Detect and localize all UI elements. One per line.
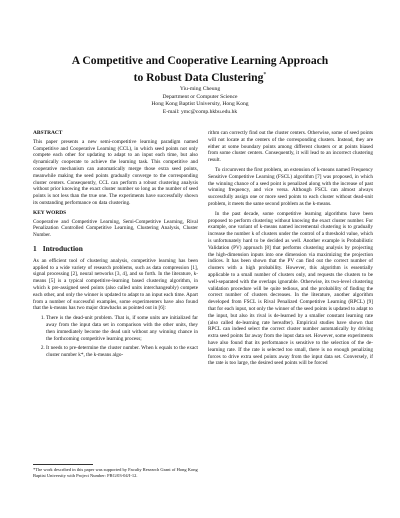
footnote <box>33 464 198 479</box>
footnote-rule <box>33 464 93 465</box>
right-paragraph-1: rithm can correctly find out the cluster centers. Otherwise, some of seed points will not locate at the centers of the corresponding clusters. Instead, they are either at some boundary points among different clusters or at points biased from some cluster centers. Consequently, it will lead to an incorrect clustering result. <box>208 130 373 164</box>
title-line-1: A Competitive and Cooperative Learning Approach <box>71 54 329 67</box>
right-paragraph-2: To circumvent the first problem, an extension of k-means named Frequency Sensitive Competitive Learning (FSCL) algorithm [7] was proposed, in which the winning chance of a seed point is penalized along with the increase of past winning frequency, and vice versa. Although FSCL can almost always successfully assign one or more seed points to each cluster without dead-unit problem, it meets the same second problem as the k-means. <box>208 166 373 207</box>
keywords-heading: KEY WORDS <box>33 209 67 216</box>
list-item: 2. It needs to pre-determine the cluster number. When k equals to the exact cluster number k*, the k-means algo- <box>46 345 198 359</box>
author-name: Yiu-ming Cheung <box>179 86 221 92</box>
drawbacks-list <box>33 315 198 359</box>
author-email: E-mail: ymc@comp.hkbu.edu.hk <box>162 108 238 115</box>
left-column <box>33 128 198 362</box>
abstract-text: This paper presents a new semi-competitive learning paradigm named Competitive and Cooperative Learning (CCL), in which seed points not only compete each other for updating to adapt to an input each time, but also dynamically cooperate to achieve the learning task. This competitive and cooperative mechanism can automatically merge those extra seed points, meanwhile making the seed points gradually converge to the corresponding cluster centers. Consequently, CCL can perform a robust clustering analysis without prior knowing the exact cluster number so long as the number of seed points is not less than the true one. The experiments have successfully shown its outstanding performance on data clustering. <box>33 138 198 206</box>
footnote-text: *The work described in this paper was supported by Faculty Research Grant of Hong Kong Baptist University with Project Number: FRG/03-04/I-12. <box>33 467 198 478</box>
paper-title <box>40 54 360 85</box>
author-university: Hong Kong Baptist University, Hong Kong <box>151 101 249 108</box>
section-heading-introduction <box>33 243 198 253</box>
title-line-2: to Robust Data Clustering* <box>133 70 267 84</box>
abstract-heading: ABSTRACT <box>33 130 63 136</box>
right-column <box>208 130 373 370</box>
title-footnote-mark: * <box>263 72 267 78</box>
list-item: 1. There is the dead-unit problem. That is, if some units are initialized far away from the input data set in comparison with the other units, they then immediately become the dead unit without any winning chance in the forthcoming competitive learning process; <box>46 315 198 342</box>
author-block <box>100 86 300 116</box>
right-paragraph-3: In the past decade, some competitive learning algorithms have been proposed to perform clustering without knowing the exact cluster number. For example, one variant of k-means named incremental clustering is to gradually increase the number k of clusters under the control of a threshold value, which is unfortunately hard to be decided as well. Another example is Probabilistic Validation (PV) approach [8] that performs clustering analysis by projecting the high-dimension inputs into one dimension via maximizing the projection indices. It has been shown that the PV can find out the correct number of clusters with a high probability. However, this algorithm is essentially applicable to a small number of clusters only, and requests the clusters to be well-separated with the overlaps ignorable. Otherwise, its two-level clustering validation procedure will be quite tedious, and the probability of finding the correct number of clusters decreases. In the literature, another algorithm developed from FSCL is Rival Penalized Competitive Learning (RPCL) [9] that for each input, not only the winner of the seed points is updated to adapt to the input, but also its rival is de-learned by a smaller constant learning rate (also called de-learning rate hereafter). Empirical studies have shown that RPCL can indeed select the correct cluster number automatically by driving extra seed points far away from the input data set. However, some experiments have also found that its performance is sensitive to the selection of the de-learning rate. If the rate is selected too small, there is no enough penalizing forces to drive extra seed points away from the input data set. Conversely, if the rate is too large, the desired seed points will be forced <box>208 210 373 367</box>
section-title: Introduction <box>42 243 83 253</box>
author-department: Department or Computer Science <box>162 93 238 100</box>
intro-paragraph-1: As an efficient tool of clustering analysis, competitive learning has been applied to a wide variety of research problems, such as data compression [1], signal processing [2], neural networks [3, 4], and so forth. In the literature, k-means [5] is a typical competitive-learning based clustering algorithm, in which k pre-assigned seed points (also called units interchangeably) compete each other, and only the winner is updated to adapt to an input each time. Apart from a number of successful examples, some experimenters have also found that the k-means has two major drawbacks as pointed out in [6]: <box>33 257 198 312</box>
keywords-text: Cooperative and Competitive Learning, Semi-Competitive Learning, Rival Penalization Controlled Competitive Learning, Clustering Analysis, Cluster Number. <box>33 218 198 239</box>
section-number: 1 <box>33 243 37 253</box>
